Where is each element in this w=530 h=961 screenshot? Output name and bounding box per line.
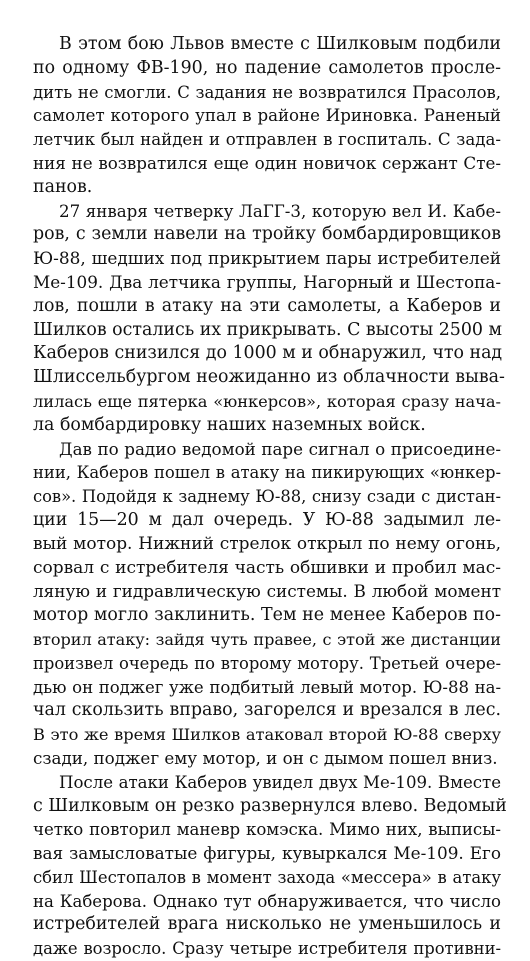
- text-line: Ме-109. Два летчика группы, Нагорный и Шестопа-: [33, 271, 501, 292]
- text-line: ла бомбардировку наших наземных войск.: [33, 414, 426, 435]
- text-line: по одному ФВ-190, но падение самолетов просле-: [33, 57, 501, 78]
- text-line: ляную и гидравлическую системы. В любой момент: [33, 581, 501, 602]
- text-line: Шилков остались их прикрывать. С высоты 2500 м: [33, 319, 503, 340]
- text-line: истребителей врага нисколько не уменьшилось и: [33, 914, 501, 935]
- text-line: сбил Шестопалов в момент захода «мессера» в атаку: [33, 867, 501, 887]
- text-line: Шлиссельбургом неожиданно из облачности выва-: [33, 367, 505, 388]
- text-line: панов.: [33, 176, 93, 197]
- paragraph-1: [33, 33, 501, 200]
- text-line: В этом бою Львов вместе с Шилковым подбили: [59, 34, 501, 54]
- paragraph-4: [33, 771, 507, 961]
- text-line: вая замысловатые фигуры, кувыркался Ме-109. Его: [33, 843, 501, 864]
- paragraph-2: [33, 200, 505, 438]
- text-line: сзади, поджег ему мотор, и он с дымом пошел вниз.: [33, 747, 498, 768]
- text-line: с Шилковым он резко развернулся влево. Ведомый: [33, 795, 507, 816]
- text-line: вый мотор. Нижний стрелок открыл по нему огонь,: [33, 533, 501, 554]
- text-line: чал скользить вправо, загорелся и врезался в лес.: [33, 700, 501, 721]
- text-line: сов». Подойдя к заднему Ю-88, снизу сзади с дистан-: [33, 487, 501, 507]
- text-line: даже возросло. Сразу четыре истребителя противни-: [33, 939, 501, 959]
- text-line: на Каберова. Однако тут обнаруживается, что число: [33, 891, 501, 911]
- text-line: После атаки Каберов увидел двух Ме-109. Вместе: [59, 772, 501, 792]
- text-line: дить не смогли. С задания не возвратился Прасолов,: [33, 82, 501, 102]
- text-line: нии, Каберов пошел в атаку на пикирующих «юнкер-: [33, 463, 501, 483]
- text-line: лилась еще пятерка «юнкерсов», которая сразу нача-: [33, 391, 501, 411]
- text-line: В это же время Шилков атаковал второй Ю-88 сверху: [33, 725, 501, 745]
- text-line: произвел очередь по второму мотору. Третьей очере-: [33, 653, 501, 673]
- text-line: Дав по радио ведомой паре сигнал о присоедине-: [59, 438, 501, 459]
- text-line: сорвал с истребителя часть обшивки и пробил мас-: [33, 557, 501, 578]
- text-line: Каберов снизился до 1000 м и обнаружил, что над: [33, 343, 503, 364]
- text-line: лов, пошли в атаку на эти самолеты, а Каберов и: [33, 295, 501, 316]
- text-line: ции 15—20 м дал очередь. У Ю-88 задымил ле-: [33, 509, 501, 530]
- text-line: самолет которого упал в районе Ириновка. Раненый: [33, 106, 501, 126]
- text-line: ния не возвратился еще один новичок сержант Сте-: [33, 152, 501, 173]
- book-page-text: [33, 33, 507, 961]
- text-line: дью он поджег уже подбитый левый мотор. Ю-88 на-: [33, 677, 501, 697]
- text-line: летчик был найден и отправлен в госпиталь. С зада-: [33, 130, 501, 150]
- text-line: четко повторил маневр комэска. Мимо них, выписы-: [33, 820, 501, 840]
- paragraph-3: [33, 438, 501, 771]
- text-line: 27 января четверку ЛаГГ-3, которую вел И. Кабе-: [59, 201, 501, 221]
- text-line: мотор могло заклинить. Тем не менее Каберов по-: [33, 605, 501, 626]
- text-line: Ю-88, шедших под прикрытием пары истребителей: [33, 248, 501, 269]
- text-line: вторил атаку: зайдя чуть правее, с этой же дистанции: [33, 629, 501, 649]
- text-line: ров, с земли навели на тройку бомбардировщиков: [33, 224, 501, 245]
